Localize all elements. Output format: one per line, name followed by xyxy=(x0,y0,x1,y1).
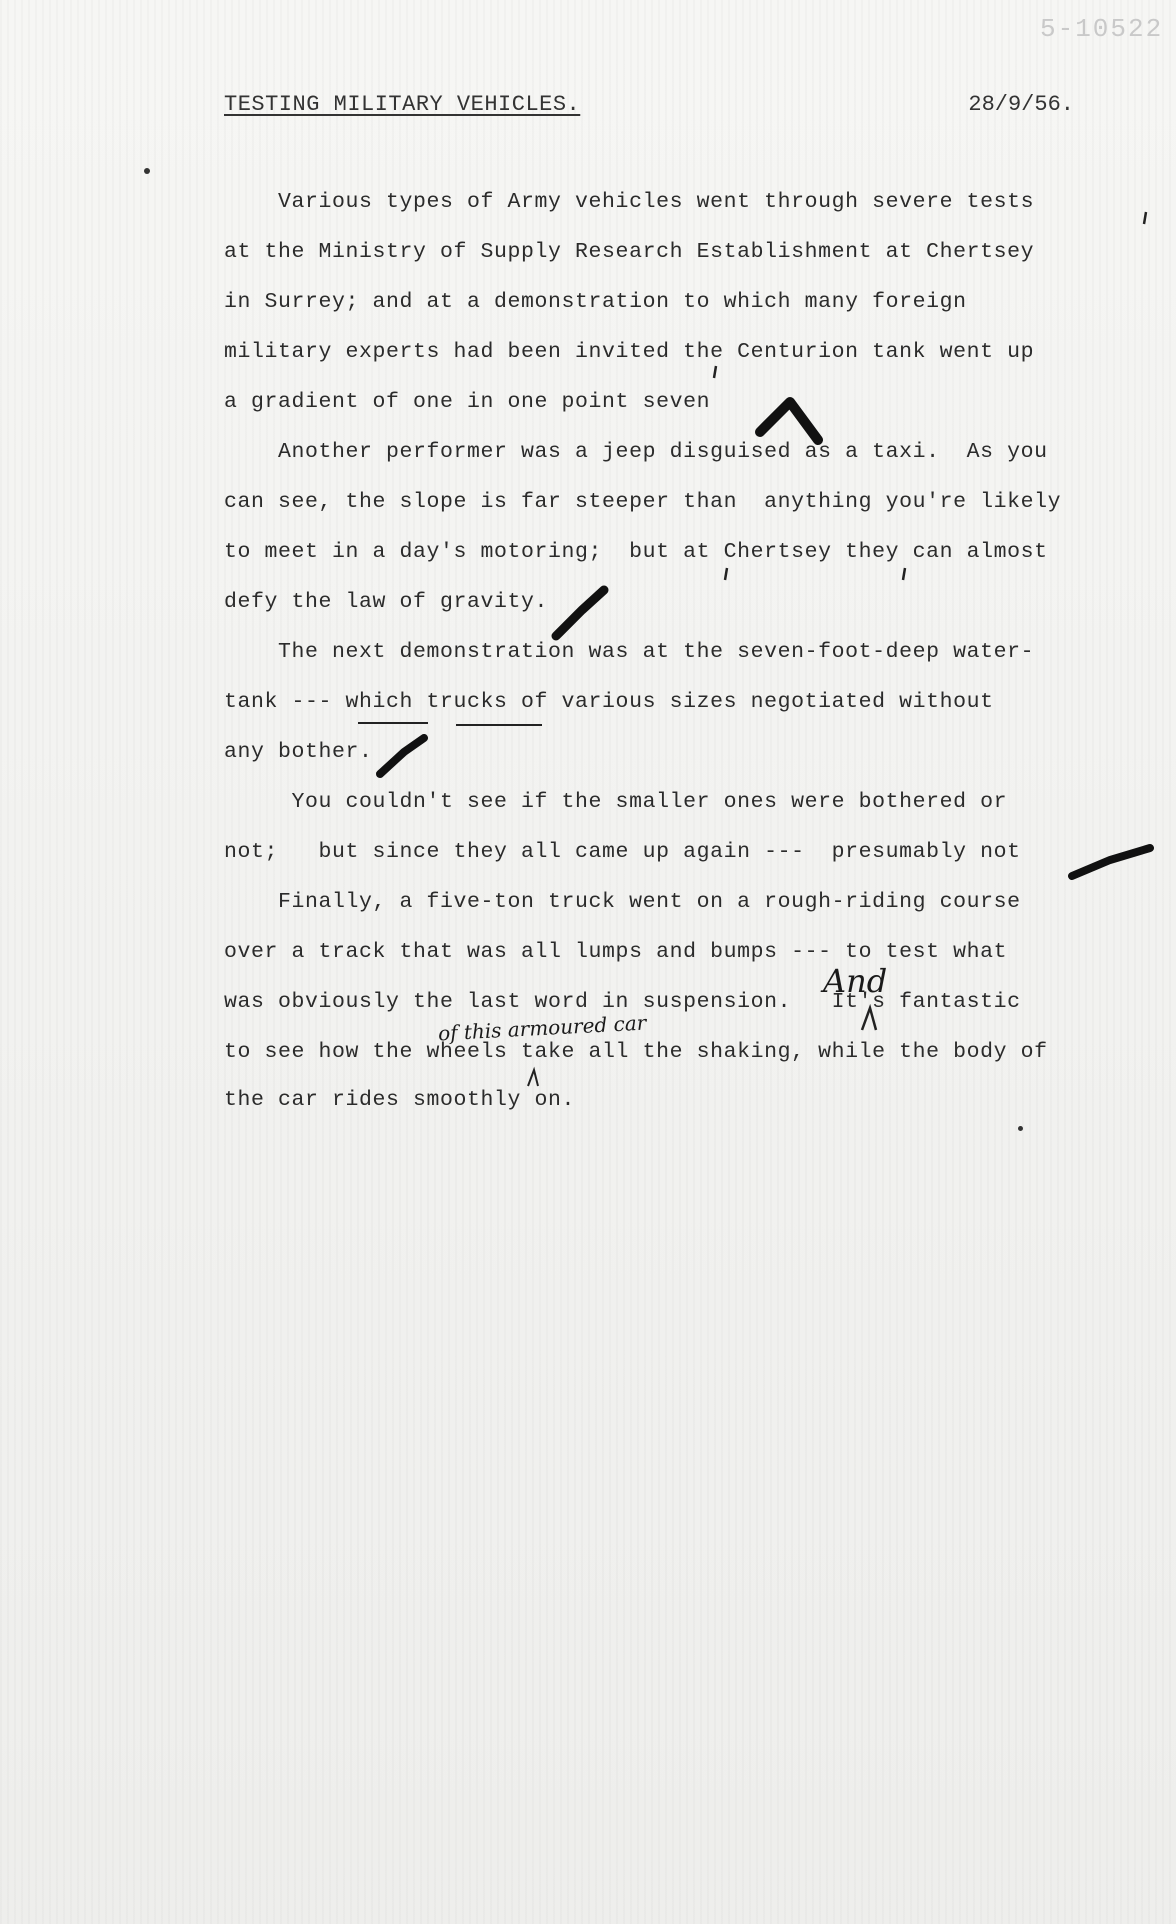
text-line: any bother. xyxy=(224,740,373,764)
archive-stamp: 5-10522 xyxy=(1040,14,1164,44)
text-line: a gradient of one in one point seven xyxy=(224,390,711,414)
document-title: TESTING MILITARY VEHICLES. xyxy=(224,92,581,117)
text-line: military experts had been invited the Centurion tank went up xyxy=(224,340,1035,364)
ink-speck xyxy=(1018,1126,1023,1131)
text-line: to meet in a day's motoring; but at Chertsey they can almost xyxy=(224,540,1048,564)
text-line: at the Ministry of Supply Research Establishment at Chertsey xyxy=(224,240,1035,264)
text-line: Finally, a five-ton truck went on a rough-riding course xyxy=(224,890,1021,914)
text-line: over a track that was all lumps and bumps --- to test what xyxy=(224,940,1008,964)
text-line: can see, the slope is far steeper than anything you're likely xyxy=(224,490,1062,514)
text-line: to see how the wheels take all the shaking, while the body of xyxy=(224,1040,1048,1064)
text-line: You couldn't see if the smaller ones were bothered or xyxy=(224,790,1008,814)
text-line: The next demonstration was at the seven-foot-deep water- xyxy=(224,640,1035,664)
text-line: defy the law of gravity. xyxy=(224,590,549,614)
text-line: not; but since they all came up again --- presumably not xyxy=(224,840,1021,864)
text-line: Another performer was a jeep disguised as a taxi. As you xyxy=(224,440,1048,464)
text-line: in Surrey; and at a demonstration to which many foreign xyxy=(224,290,967,314)
handwritten-insert-armoured-car: of this armoured car xyxy=(437,1010,647,1046)
text-line: tank --- which trucks of various sizes negotiated without xyxy=(224,690,994,714)
ink-speck xyxy=(144,168,150,174)
text-line: the car rides smoothly on. xyxy=(224,1088,576,1112)
text-line: Various types of Army vehicles went through severe tests xyxy=(224,190,1035,214)
document-date: 28/9/56. xyxy=(968,92,1074,117)
text-line: was obviously the last word in suspension. It's fantastic xyxy=(224,990,1021,1014)
handwritten-insert-and: And xyxy=(823,962,888,1000)
